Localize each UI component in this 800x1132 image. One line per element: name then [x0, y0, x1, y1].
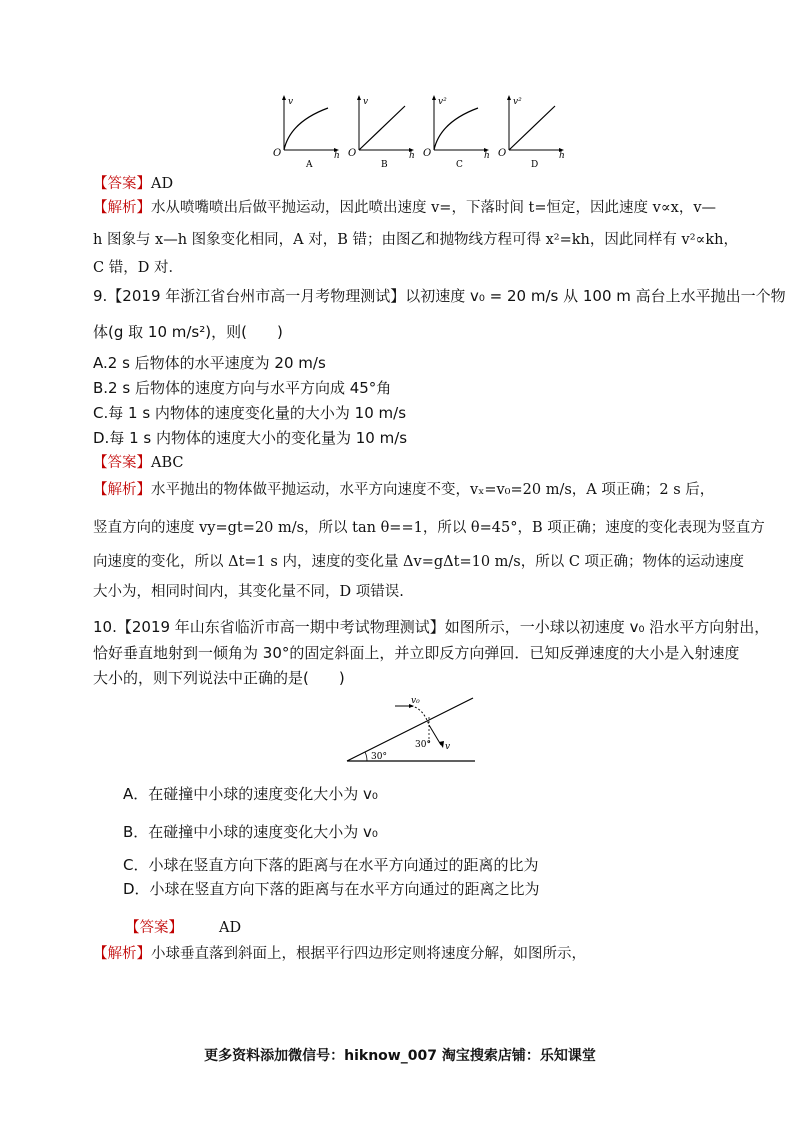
graphs-figure — [270, 92, 570, 170]
graph-b-x-label: h — [409, 151, 415, 161]
graph-b-y-label: v — [363, 97, 369, 107]
q8-answer-row — [93, 174, 173, 194]
q10-answer-row — [125, 918, 241, 938]
graph-d — [498, 95, 565, 170]
graph-b-line — [359, 106, 405, 150]
graph-c — [423, 95, 490, 170]
q9-analysis-line-3: 向速度的变化，所以 Δt=1 s 内，速度的变化量 Δv=gΔt=10 m/s，所以 C 项正确；物体的运动速度 — [93, 554, 745, 570]
q9-option-d: D.每 1 s 内物体的速度大小的变化量为 10 m/s — [93, 429, 408, 447]
q8-analysis-line-1 — [93, 198, 716, 218]
q10-answer-tag: 【答案】 — [125, 920, 183, 936]
graph-b-caption: B — [381, 160, 388, 170]
q9-option-a: A.2 s 后物体的水平速度为 20 m/s — [93, 354, 326, 372]
graph-a-curve — [284, 108, 328, 150]
q9-stem-line-1: 9.【2019 年浙江省台州市高一月考物理测试】以初速度 v₀ = 20 m/s 从 100 m 高台上水平抛出一个物 — [93, 287, 786, 305]
q10-option-a: A．在碰撞中小球的速度变化大小为 v₀ — [123, 785, 378, 803]
graph-a-x-label: h — [334, 151, 340, 161]
impact-angle-label: 30° — [415, 740, 431, 750]
graph-a-origin: O — [273, 148, 282, 159]
q9-option-c: C.每 1 s 内物体的速度变化量的大小为 10 m/s — [93, 404, 407, 422]
q9-answer-row — [93, 453, 184, 473]
q10-answer: AD — [219, 920, 242, 936]
q10-option-d: D．小球在竖直方向下落的距离与在水平方向通过的距离之比为 — [123, 880, 540, 898]
q9-answer-tag: 【答案】 — [93, 455, 151, 471]
graph-d-y-label: v² — [513, 97, 522, 107]
q8-answer-tag: 【答案】 — [93, 176, 151, 192]
q8-analysis-tag: 【解析】 — [93, 200, 151, 216]
q10-option-b: B．在碰撞中小球的速度变化大小为 v₀ — [123, 823, 378, 841]
graph-d-x-label: h — [559, 151, 565, 161]
q10-analysis-text-1: 小球垂直落到斜面上，根据平行四边形定则将速度分解，如图所示， — [151, 946, 586, 962]
q10-stem-line-1: 10.【2019 年山东省临沂市高一期中考试物理测试】如图所示，一小球以初速度 v₀ 沿水平方向射出， — [93, 618, 770, 636]
q9-option-b: B.2 s 后物体的速度方向与水平方向成 45°角 — [93, 379, 392, 397]
q10-analysis-line-1 — [93, 944, 586, 964]
graph-d-origin: O — [498, 148, 507, 159]
q10-option-c: C．小球在竖直方向下落的距离与在水平方向通过的距离的比为 — [123, 856, 539, 874]
q9-analysis-text-1: 水平抛出的物体做平抛运动，水平方向速度不变，vₓ=v₀=20 m/s，A 项正确；2 s 后， — [151, 482, 715, 498]
graph-b-origin: O — [348, 148, 357, 159]
graph-c-y-label: v² — [438, 97, 447, 107]
graph-d-line — [509, 106, 555, 150]
graph-c-curve — [434, 108, 478, 150]
graph-a-caption: A — [306, 160, 313, 170]
graph-d-caption: D — [531, 160, 539, 170]
graph-c-x-label: h — [484, 151, 490, 161]
graph-c-origin: O — [423, 148, 432, 159]
q9-analysis-line-4: 大小为，相同时间内，其变化量不同，D 项错误. — [93, 584, 404, 600]
q9-answer: ABC — [151, 455, 184, 471]
q10-stem-line-2: 恰好垂直地射到一倾角为 30°的固定斜面上，并立即反方向弹回．已知反弹速度的大小是入射速度 — [93, 644, 740, 662]
q8-analysis-line-3: C 错，D 对． — [93, 260, 183, 276]
q9-analysis-line-1 — [93, 480, 714, 500]
incline-angle-label: 30° — [371, 752, 387, 762]
incline-angle-arc — [365, 752, 367, 761]
graph-a — [273, 95, 340, 170]
graph-c-caption: C — [456, 160, 463, 170]
v0-label: v₀ — [411, 696, 420, 706]
q10-analysis-tag: 【解析】 — [93, 946, 151, 962]
graph-a-y-label: v — [288, 97, 294, 107]
graph-b — [348, 95, 415, 170]
incline-figure — [345, 695, 485, 765]
q10-stem-line-3: 大小的，则下列说法中正确的是( ) — [93, 669, 345, 687]
q9-analysis-line-2: 竖直方向的速度 vy=gt=20 m/s，所以 tan θ==1，所以 θ=45°，B 项正确；速度的变化表现为竖直方 — [93, 520, 765, 536]
q9-stem-line-2: 体(g 取 10 m/s²)，则( ) — [93, 323, 283, 341]
ball-trajectory — [411, 706, 429, 725]
q8-answer: AD — [151, 176, 174, 192]
page-footer: 更多资料添加微信号：hiknow_007 淘宝搜索店铺：乐知课堂 — [204, 1048, 596, 1064]
q8-analysis-line-2: h 图象与 x—h 图象变化相同，A 对，B 错；由图乙和抛物线方程可得 x²=kh，因此同样有 v²∝kh， — [93, 232, 738, 248]
v-label: v — [445, 742, 451, 752]
q8-analysis-text-1: 水从喷嘴喷出后做平抛运动，因此喷出速度 v=，下落时间 t=恒定，因此速度 v∝x，v— — [151, 200, 717, 216]
q9-analysis-tag: 【解析】 — [93, 482, 151, 498]
